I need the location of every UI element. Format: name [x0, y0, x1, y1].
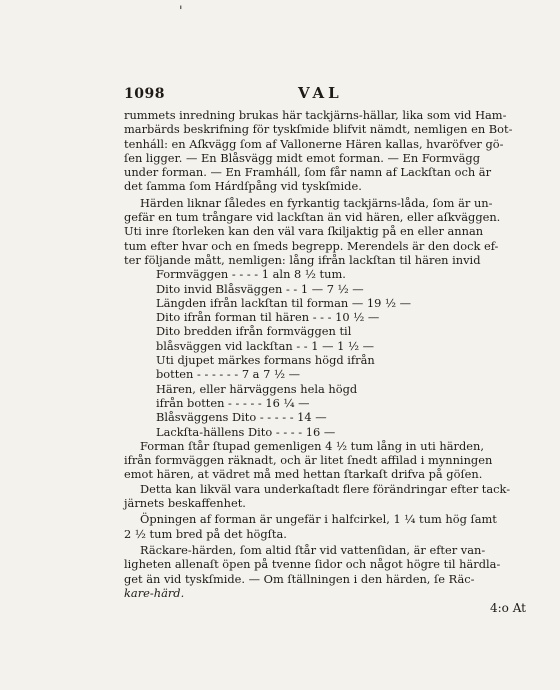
text-line: Detta kan likväl vara underkaſtadt flere förändringar efter tack-: [140, 481, 511, 496]
text-line: get än vid tyskſmide. — Om ſtällningen i den härden, ſe Räc-: [124, 571, 475, 586]
text-line: ter följande mått, nemligen: lång ifrån lackſtan til hären invid: [124, 252, 481, 267]
text-line: 2 ½ tum bred på det högſta.: [124, 526, 287, 541]
text-line: det ſamma ſom Hárdſpång vid tyskſmide.: [124, 179, 362, 194]
text-line: tum efter hvar och en ſmeds begrepp. Merendels är den dock ef-: [124, 238, 499, 253]
measure-row: blåsväggen vid lackſtan - - 1 — 1 ½ —: [156, 338, 375, 353]
measure-row: botten - - - - - - 7 a 7 ½ —: [156, 367, 301, 382]
measure-row: Blåsväggens Dito - - - - - 14 —: [156, 410, 327, 425]
measure-row: Dito invid Blåsväggen - - 1 — 7 ½ —: [156, 281, 364, 296]
text-line: ligheten allenaſt öpen på tvenne ſidor och något högre til härdla-: [124, 557, 501, 572]
text-line: järnets beskaffenhet.: [124, 496, 246, 511]
measure-row: Dito bredden ifrån formväggen til: [156, 324, 352, 339]
ink-mark: ': [179, 4, 183, 19]
measure-row: Längden ifrån lackſtan til forman — 19 ½ —: [156, 295, 412, 310]
measure-row: Uti djupet märkes formans högd ifrån: [156, 353, 375, 368]
page-number: 1098: [124, 86, 165, 102]
text-line: emot hären, at vädret må med hettan ſtarkaſt drifva på göſen.: [124, 467, 483, 482]
text-line: Forman ſtår ſtupad gemenligen 4 ½ tum lång in uti härden,: [140, 438, 484, 453]
measure-row: ifrån botten - - - - - 16 ¼ —: [156, 395, 310, 410]
running-head: VAL: [298, 84, 343, 102]
text-line: tenháll: en Aſkvägg ſom af Vallonerne Hären kallas, hvaröfver gö-: [124, 136, 504, 151]
text-line: Räckare-härden, ſom altid ſtår vid vattenſidan, är efter van-: [140, 542, 486, 557]
measure-row: Hären, eller härväggens hela högd: [156, 381, 358, 396]
measure-row: Formväggen - - - - 1 aln 8 ½ tum.: [156, 267, 346, 282]
page-header: [124, 86, 520, 108]
text-line: kare-härd.: [124, 585, 185, 600]
text-line: Härden liknar ſåledes en fyrkantig tackjärns-låda, ſom är un-: [140, 195, 493, 210]
text-line: under forman. — En Framháll, ſom får namn af Lackſtan och är: [124, 165, 492, 180]
measure-row: Lackſta-hällens Dito - - - - 16 —: [156, 424, 336, 439]
catchword: 4:o At: [490, 601, 526, 615]
text-line: ſen ligger. — En Blåsvägg midt emot forman. — En Formvägg: [124, 150, 481, 165]
text-line: gefär en tum trångare vid lackſtan än vid hären, eller aſkväggen.: [124, 210, 501, 225]
text-line: Uti inre ſtorleken kan den väl vara ſkiljaktig på en eller annan: [124, 224, 484, 239]
text-line: rummets inredning brukas här tackjärns-hällar, lika som vid Ham-: [124, 108, 507, 122]
text-line: Öpningen af forman är ungefär i halfcirkel, 1 ¼ tum hög ſamt: [140, 512, 497, 527]
body-text: [124, 108, 528, 600]
text-line: ifrån formväggen räknadt, och är litet ſnedt affilad i mynningen: [124, 453, 493, 468]
measure-row: Dito ifrån forman til hären - - - 10 ½ —: [156, 310, 380, 325]
text-line: marbärds beskrifning för tyskſmide blifvit nämdt, nemligen en Bot-: [124, 122, 513, 137]
